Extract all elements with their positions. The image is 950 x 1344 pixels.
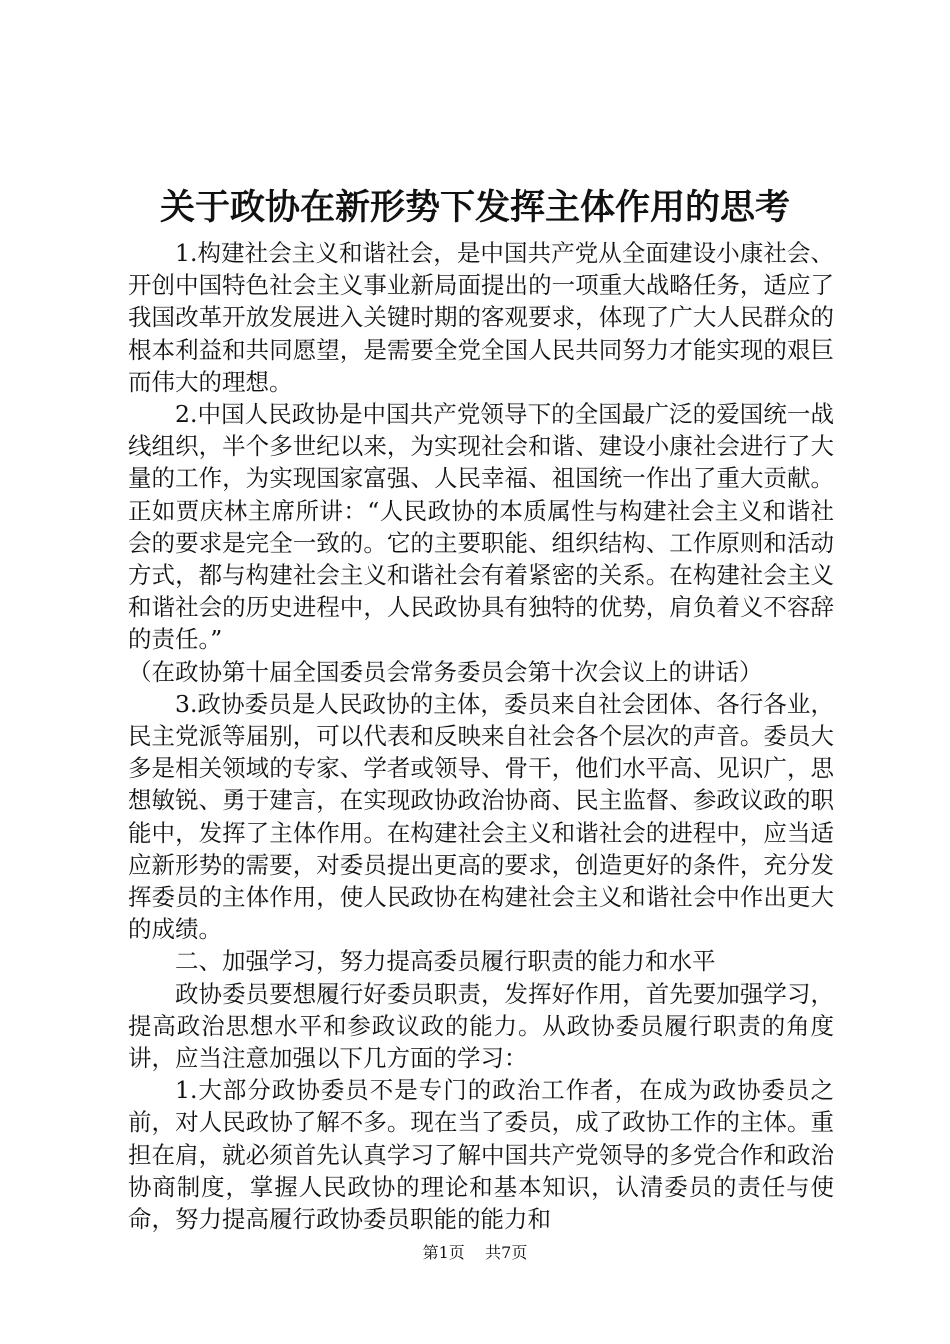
document-title: 关于政协在新形势下发挥主体作用的思考 [159, 187, 790, 228]
paragraph-4: 政协委员要想履行好委员职责，发挥好作用，首先要加强学习，提高政治思想水平和参政议政的能力。从政协委员履行职责的角度讲，应当注意加强以下几方面的学习： [128, 979, 834, 1073]
page-footer [0, 1242, 950, 1264]
page-number: 第1页 [422, 1243, 465, 1262]
paragraph-2: 2.中国人民政协是中国共产党领导下的全国最广泛的爱国统一战线组织，半个多世纪以来，为实现社会和谐、建设小康社会进行了大量的工作，为实现国家富强、人民幸福、祖国统一作出了重大贡献。正如贾庆林主席所讲：“人民政协的本质属性与构建社会主义和谐社会的要求是完全一致的。它的主要职能、组织结构、工作原则和活动方式，都与构建社会主义和谐社会有着紧密的关系。在构建社会主义和谐社会的历史进程中，人民政协具有独特的优势，肩负着义不容辞的责任。” [128, 400, 834, 654]
paragraph-3: 3.政协委员是人民政协的主体，委员来自社会团体、各行各业，民主党派等届别，可以代表和反映来自社会各个层次的声音。委员大多是相关领域的专家、学者或领导、骨干，他们水平高、见识广，思想敏锐、勇于建言，在实现政协政治协商、民主监督、参政议政的职能中，发挥了主体作用。在构建社会主义和谐社会的进程中，应当适应新形势的需要，对委员提出更高的要求，创造更好的条件，充分发挥委员的主体作用，使人民政协在构建社会主义和谐社会中作出更大的成绩。 [128, 689, 834, 944]
paragraph-citation: （在政协第十届全国委员会常务委员会第十次会议上的讲话） [128, 657, 763, 686]
section-heading: 二、加强学习，努力提高委员履行职责的能力和水平 [175, 947, 716, 976]
page-total: 共7页 [485, 1243, 528, 1262]
paragraph-1: 1.构建社会主义和谐社会，是中国共产党从全面建设小康社会、开创中国特色社会主义事业新局面提出的一项重大战略任务，适应了我国改革开放发展进入关键时期的客观要求，体现了广大人民群众的根本利益和共同愿望，是需要全党全国人民共同努力才能实现的艰巨而伟大的理想。 [128, 239, 834, 396]
document-body [128, 237, 834, 1235]
paragraph-5: 1.大部分政协委员不是专门的政治工作者，在成为政协委员之前，对人民政协了解不多。现在当了委员，成了政协工作的主体。重担在肩，就必须首先认真学习了解中国共产党领导的多党合作和政治协商制度，掌握人民政协的理论和基本知识，认清委员的责任与使命，努力提高履行政协委员职能的能力和 [128, 1076, 834, 1234]
page-separator [470, 1243, 480, 1262]
